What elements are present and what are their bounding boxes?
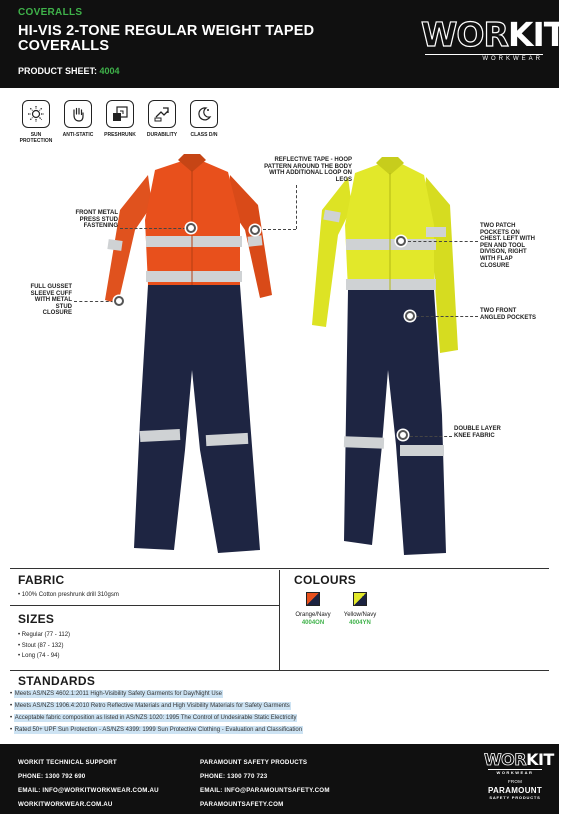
callout-angled-pockets: TWO FRONT ANGLED POCKETS bbox=[480, 308, 537, 321]
feature-label-antistatic: ANTI-STATIC bbox=[62, 132, 94, 138]
standard-text: Meets AS/NZS 4602.1:2011 High-Visibility Safety Garments for Day/Night Use bbox=[14, 691, 222, 697]
standard-text: Rated 50+ UPF Sun Protection - AS/NZS 4399: 1999 Sun Protective Clothing - Evaluation and Classification bbox=[14, 727, 303, 733]
logo-sub: WORKWEAR bbox=[425, 54, 543, 62]
sizes-heading: SIZES bbox=[18, 612, 55, 626]
sizes-list bbox=[18, 630, 70, 662]
product-title: HI-VIS 2-TONE REGULAR WEIGHT TAPED COVERALLS bbox=[18, 23, 315, 54]
orange-coverall-image bbox=[100, 150, 285, 555]
callout-reflective: REFLECTIVE TAPE - HOOP PATTERN AROUND THE BODY WITH ADDITIONAL LOOP ON LEGS bbox=[264, 157, 352, 183]
durability-icon bbox=[148, 100, 176, 128]
footer-workit-web[interactable]: WORKITWORKWEAR.COM.AU bbox=[18, 801, 113, 808]
callout-knee: DOUBLE LAYER KNEE FABRIC bbox=[454, 426, 501, 439]
hotspot-knee[interactable] bbox=[398, 430, 408, 440]
sun-icon bbox=[22, 100, 50, 128]
divider-fabric bbox=[10, 605, 279, 606]
colour-name: Yellow/Navy bbox=[343, 612, 377, 618]
footer-paramount-email[interactable]: EMAIL: INFO@PARAMOUNTSAFETY.COM bbox=[200, 787, 330, 794]
swatch-orange-navy[interactable] bbox=[306, 592, 320, 606]
hotspot-reflective[interactable] bbox=[250, 225, 260, 235]
leader-reflective bbox=[296, 185, 297, 229]
footer-from: FROM bbox=[507, 779, 523, 784]
hotspot-patch-pockets[interactable] bbox=[396, 236, 406, 246]
colour-name: Orange/Navy bbox=[295, 612, 331, 618]
size-item: • Long (74 - 94) bbox=[18, 651, 70, 662]
workit-logo bbox=[421, 15, 565, 66]
leader-knee bbox=[410, 436, 452, 437]
feature-label-preshrunk: PRESHRUNK bbox=[104, 132, 136, 138]
size-item: • Stout (87 - 132) bbox=[18, 641, 70, 652]
size-item: • Regular (77 - 112) bbox=[18, 630, 70, 641]
day-night-icon bbox=[190, 100, 218, 128]
leader-patch-pockets bbox=[408, 241, 478, 242]
footer-paramount-web[interactable]: PARAMOUNTSAFETY.COM bbox=[200, 801, 284, 808]
hotspot-gusset[interactable] bbox=[114, 296, 124, 306]
divider-top bbox=[10, 568, 549, 569]
footer-workit-email[interactable]: EMAIL: INFO@WORKITWORKWEAR.COM.AU bbox=[18, 787, 159, 794]
fabric-item: • 100% Cotton preshrunk drill 310gsm bbox=[18, 590, 119, 601]
footer-paramount-title: PARAMOUNT SAFETY PRODUCTS bbox=[200, 759, 308, 766]
footer-workit-title: WORKIT TECHNICAL SUPPORT bbox=[18, 759, 117, 766]
colour-code: 4004ON bbox=[301, 620, 325, 626]
callout-gusset: FULL GUSSET SLEEVE CUFF WITH METAL STUD CLOSURE bbox=[30, 284, 72, 317]
header-band bbox=[0, 0, 565, 88]
standards-heading: STANDARDS bbox=[18, 674, 96, 688]
standard-text: Acceptable fabric composition as listed in AS/NZS 1020: 1995 The Control of Undesirable Static Electricity bbox=[14, 715, 297, 721]
leader-reflective-h bbox=[263, 229, 296, 230]
footer-paramount bbox=[200, 756, 330, 812]
colours-heading: COLOURS bbox=[294, 573, 357, 587]
standard-item bbox=[10, 715, 297, 721]
category-label: COVERALLS bbox=[18, 7, 83, 18]
callout-front-metal: FRONT METAL PRESS STUD FASTENING bbox=[75, 210, 118, 230]
swatch-yellow-navy[interactable] bbox=[353, 592, 367, 606]
hotspot-angled-pockets[interactable] bbox=[405, 311, 415, 321]
sheet-label: PRODUCT SHEET: bbox=[18, 66, 98, 76]
fabric-heading: FABRIC bbox=[18, 573, 65, 587]
standard-text: Meets AS/NZS 1906.4:2010 Retro Reflective Materials and High Visibility Materials for Safety Garments bbox=[14, 703, 290, 709]
leader-gusset bbox=[74, 301, 114, 302]
footer bbox=[0, 744, 559, 814]
footer-logo-word-a: WOR bbox=[484, 750, 527, 769]
feature-label-sun: SUN PROTECTION bbox=[19, 132, 53, 144]
yellow-coverall-image bbox=[300, 155, 485, 555]
footer-logo-sub: WORKWEAR bbox=[488, 769, 542, 775]
feature-label-class: CLASS D/N bbox=[190, 132, 218, 138]
divider-vertical bbox=[279, 570, 280, 670]
footer-paramount-phone[interactable]: PHONE: 1300 770 723 bbox=[200, 773, 268, 780]
hotspot-front-metal[interactable] bbox=[186, 223, 196, 233]
feature-label-durability: DURABILITY bbox=[146, 132, 178, 138]
footer-workit-phone[interactable]: PHONE: 1300 792 690 bbox=[18, 773, 86, 780]
footer-logo bbox=[484, 750, 554, 808]
leader-front-metal bbox=[120, 228, 186, 229]
logo-word-b: KIT bbox=[507, 15, 565, 54]
footer-workit bbox=[18, 756, 159, 812]
hand-icon bbox=[64, 100, 92, 128]
fabric-list bbox=[18, 590, 119, 601]
divider-standards bbox=[10, 670, 549, 671]
paramount-logo: PARAMOUNT bbox=[487, 786, 543, 795]
footer-logo-word-b: KIT bbox=[526, 750, 554, 769]
product-sheet-label bbox=[18, 66, 120, 76]
standard-item bbox=[10, 727, 303, 733]
standard-item bbox=[10, 691, 223, 697]
standard-item bbox=[10, 703, 291, 709]
callout-patch-pockets: TWO PATCH POCKETS ON CHEST. LEFT WITH PEN AND TOOL DIVISON, RIGHT WITH FLAP CLOSURE bbox=[480, 223, 535, 269]
logo-word-a: WOR bbox=[421, 15, 508, 54]
leader-angled-pockets bbox=[416, 316, 478, 317]
paramount-sub: SAFETY PRODUCTS bbox=[489, 795, 541, 800]
colour-code: 4004YN bbox=[349, 620, 371, 626]
shrink-icon bbox=[106, 100, 134, 128]
sheet-code: 4004 bbox=[99, 66, 120, 76]
